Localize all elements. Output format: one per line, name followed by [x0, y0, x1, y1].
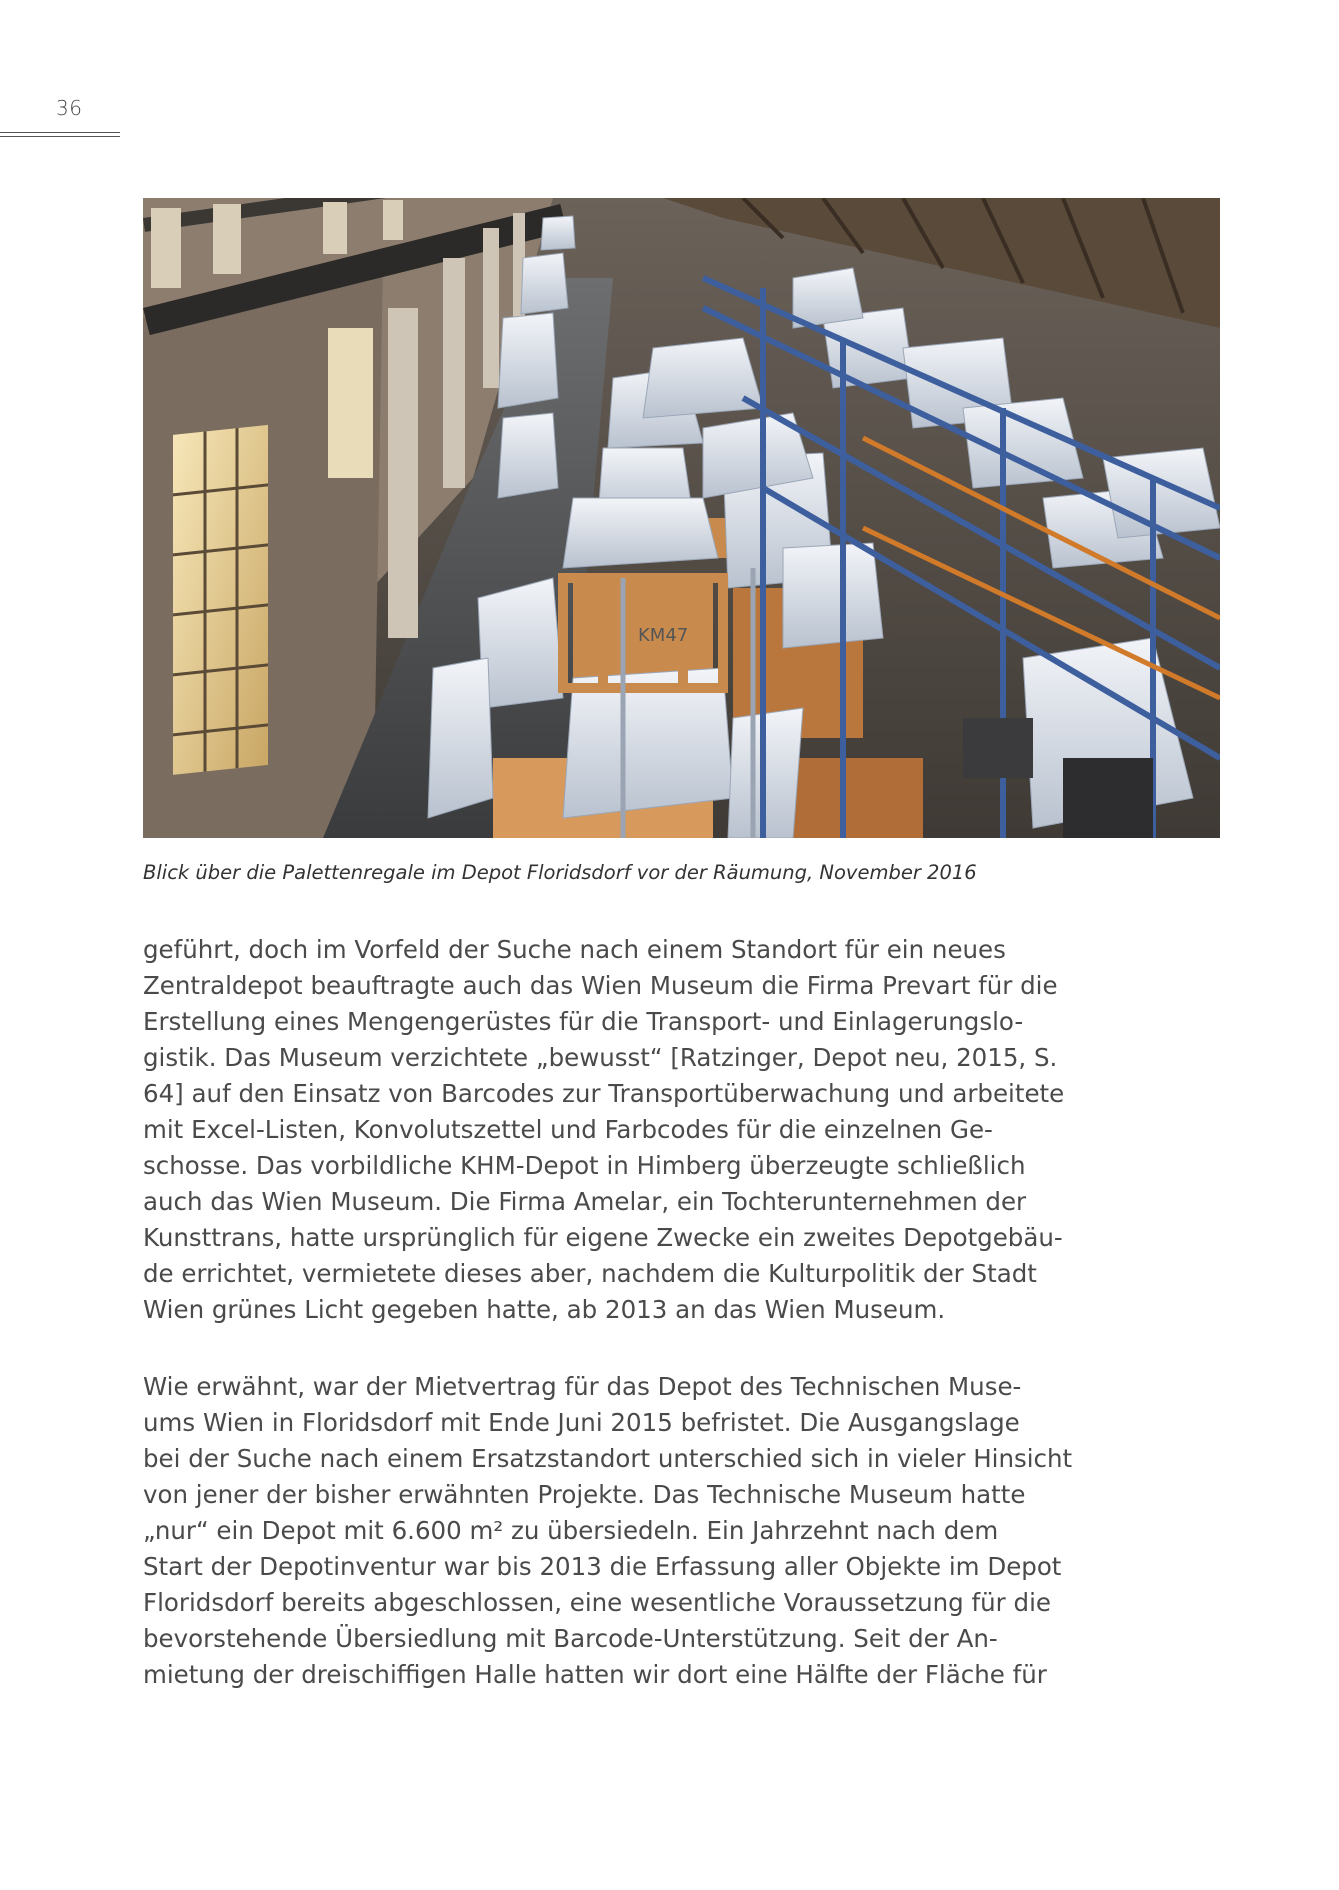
text-line: mit Excel-Listen, Konvolutszettel und Farbcodes für die einzelnen Ge-: [143, 1115, 993, 1144]
text-line: geführt, doch im Vorfeld der Suche nach einem Standort für ein neues: [143, 935, 1006, 964]
warehouse-illustration: [143, 198, 1220, 838]
text-line: auch das Wien Museum. Die Firma Amelar, ein Tochterunternehmen der: [143, 1187, 1027, 1216]
page-number: 36: [56, 96, 83, 120]
text-line: von jener der bisher erwähnten Projekte. Das Technische Museum hatte: [143, 1480, 1026, 1509]
text-line: Floridsdorf bereits abgeschlossen, eine wesentliche Voraussetzung für die: [143, 1588, 1051, 1617]
text-line: Start der Depotinventur war bis 2013 die Erfassung aller Objekte im Depot: [143, 1552, 1062, 1581]
text-line: „nur“ ein Depot mit 6.600 m² zu übersiedeln. Ein Jahrzehnt nach dem: [143, 1516, 999, 1545]
text-line: de errichtet, vermietete dieses aber, nachdem die Kulturpolitik der Stadt: [143, 1259, 1037, 1288]
crate-label: KM47: [638, 625, 689, 646]
text-line: ums Wien in Floridsdorf mit Ende Juni 2015 befristet. Die Ausgangslage: [143, 1408, 1020, 1437]
warehouse-photo: [143, 198, 1220, 838]
text-line: Erstellung eines Mengengerüstes für die Transport- und Einlagerungslo-: [143, 1007, 1024, 1036]
text-line: bei der Suche nach einem Ersatzstandort unterschied sich in vieler Hinsicht: [143, 1444, 1073, 1473]
photo-caption: Blick über die Palettenregale im Depot Floridsdorf vor der Räumung, November 2016: [143, 861, 977, 884]
text-line: schosse. Das vorbildliche KHM-Depot in Himberg überzeugte schließlich: [143, 1151, 1026, 1180]
text-line: 64] auf den Einsatz von Barcodes zur Transportüberwachung und arbeitete: [143, 1079, 1065, 1108]
text-line: Wien grünes Licht gegeben hatte, ab 2013 an das Wien Museum.: [143, 1295, 946, 1324]
paragraph-1: [143, 932, 1065, 1328]
text-line: Kunsttrans, hatte ursprünglich für eigene Zwecke ein zweites Depotgebäu-: [143, 1223, 1063, 1252]
paragraph-2: [143, 1369, 1073, 1693]
text-line: gistik. Das Museum verzichtete „bewusst“ [Ratzinger, Depot neu, 2015, S.: [143, 1043, 1058, 1072]
text-line: mietung der dreischiffigen Halle hatten wir dort eine Hälfte der Fläche für: [143, 1660, 1047, 1689]
text-line: bevorstehende Übersiedlung mit Barcode-Unterstützung. Seit der An-: [143, 1624, 998, 1653]
text-line: Wie erwähnt, war der Mietvertrag für das Depot des Technischen Muse-: [143, 1372, 1022, 1401]
header-rule-top: [0, 132, 120, 133]
text-line: Zentraldepot beauftragte auch das Wien Museum die Firma Prevart für die: [143, 971, 1058, 1000]
header-rule-bottom: [0, 136, 120, 137]
